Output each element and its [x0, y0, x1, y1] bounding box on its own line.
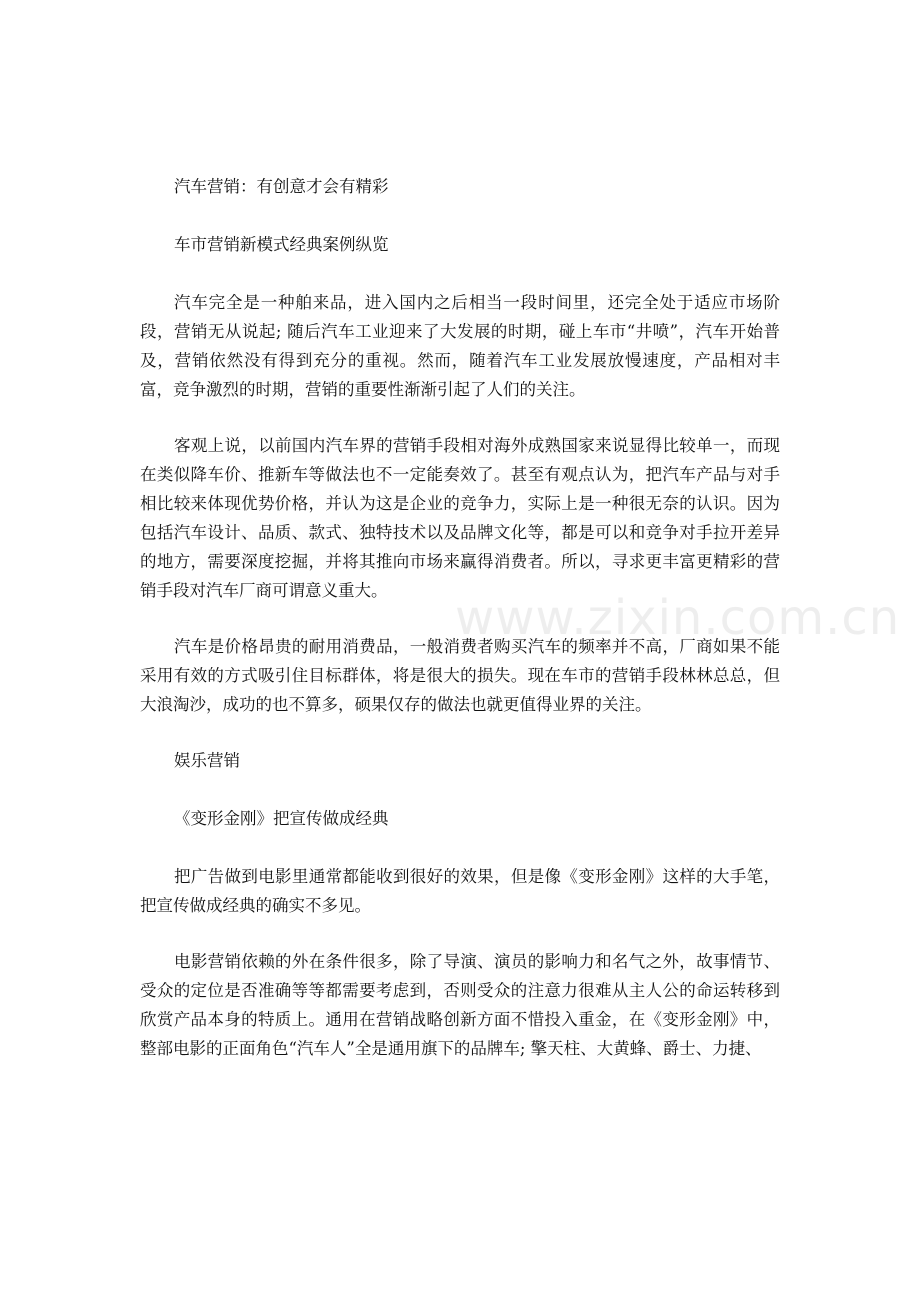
section-subtitle: 《变形金刚》把宣传做成经典: [174, 809, 389, 828]
document-subtitle: 车市营销新模式经典案例纵览: [174, 235, 389, 254]
paragraph: 汽车完全是一种舶来品，进入国内之后相当一段时间里，还完全处于适应市场阶段，营销无从说起; 随后汽车工业迎来了大发展的时期，碰上车市“井喷”，汽车开始普及，营销依然没有得到充分的重视。然而，随着汽车工业发展放慢速度，产品相对丰富，竞争激烈的时期，营销的重要性渐渐引起了人们的关注。: [140, 293, 780, 399]
paragraph: 把广告做到电影里通常都能收到很好的效果，但是像《变形金刚》这样的大手笔，把宣传做成经典的确实不多见。: [140, 867, 780, 915]
paragraph: 电影营销依赖的外在条件很多，除了导演、演员的影响力和名气之外，故事情节、受众的定位是否准确等等都需要考虑到，否则受众的注意力很难从主人公的命运转移到欣赏产品本身的特质上。通用在营销战略创新方面不惜投入重金，在《变形金刚》中，整部电影的正面角色“汽车人”全是通用旗下的品牌车; 擎天柱、大黄蜂、爵士、力捷、: [140, 952, 780, 1058]
watermark: www.zixin.com.cn: [455, 590, 901, 646]
section-title: 娱乐营销: [174, 751, 240, 770]
paragraph: 客观上说，以前国内汽车界的营销手段相对海外成熟国家来说显得比较单一，而现在类似降车价、推新车等做法也不一定能奏效了。甚至有观点认为，把汽车产品与对手相比较来体现优势价格，并认为这是企业的竞争力，实际上是一种很无奈的认识。因为包括汽车设计、品质、款式、独特技术以及品牌文化等，都是可以和竞争对手拉开差异的地方，需要深度挖掘，并将其推向市场来赢得消费者。所以，寻求更丰富更精彩的营销手段对汽车厂商可谓意义重大。: [140, 436, 780, 600]
document-title: 汽车营销：有创意才会有精彩: [174, 177, 389, 196]
paragraph: 汽车是价格昂贵的耐用消费品，一般消费者购买汽车的频率并不高，厂商如果不能采用有效的方式吸引住目标群体，将是很大的损失。现在车市的营销手段林林总总，但大浪淘沙，成功的也不算多，硕果仅存的做法也就更值得业界的关注。: [140, 637, 780, 714]
